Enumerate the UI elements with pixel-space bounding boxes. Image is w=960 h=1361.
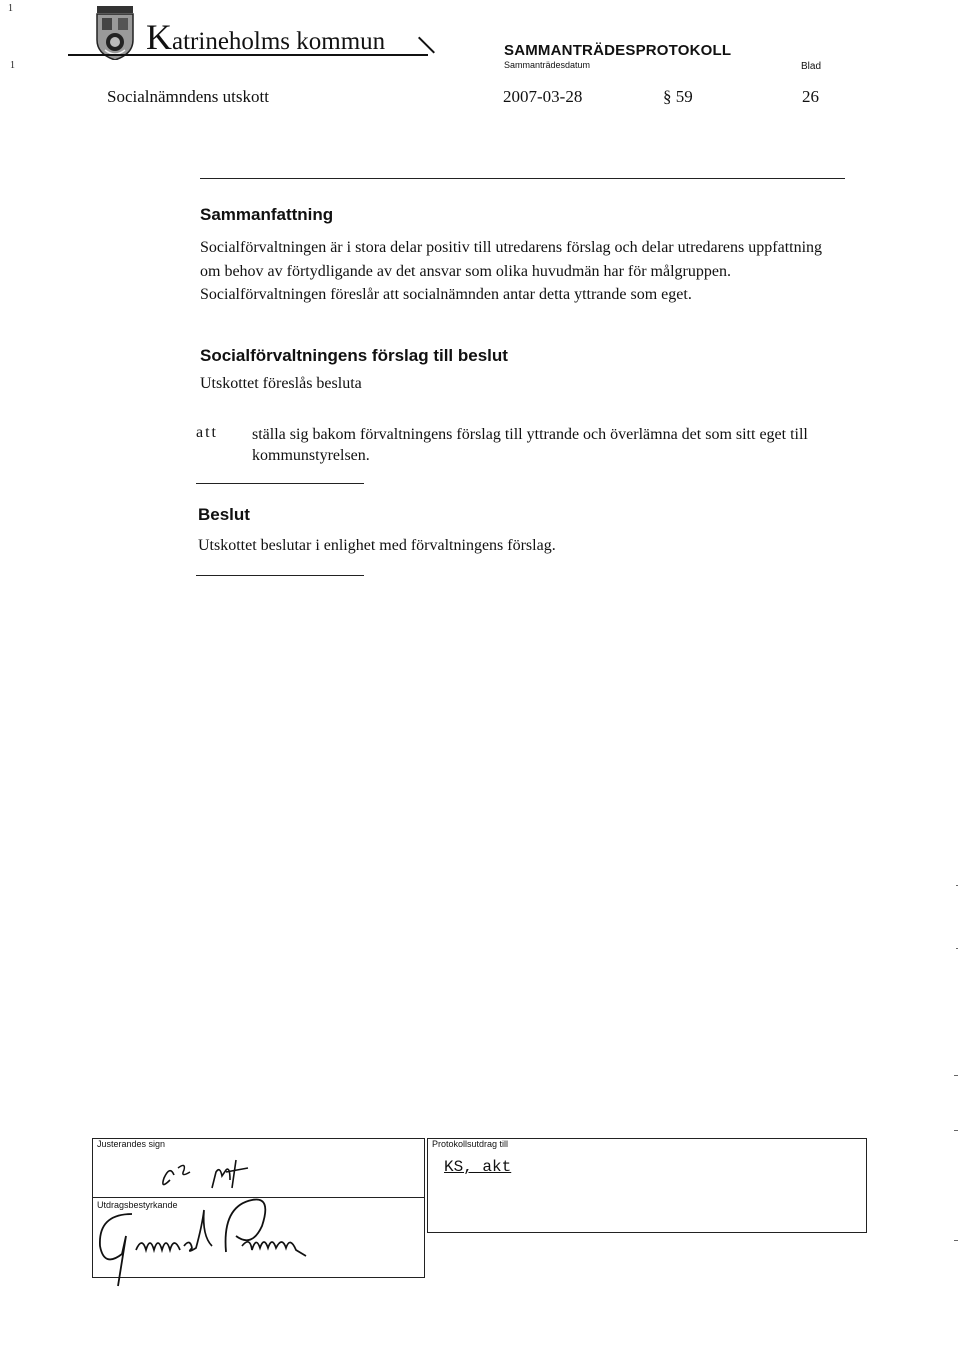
municipality-name-initial: K: [146, 17, 172, 57]
scan-mark: [954, 1240, 958, 1241]
att-clause-text: ställa sig bakom förvaltningens förslag till yttrande och överlämna det som sitt eget till kommunstyrelsen.: [252, 426, 808, 464]
summary-body: Socialförvaltningen är i stora delar positiv till utredarens förslag och delar utredarens uppfattning om behov av förtydligande av det ansvar som olika huvudmän har för målgruppen. Socialförvaltningen föreslår att socialnämnden antar detta yttrande som eget.: [200, 239, 823, 304]
page-caption: Blad: [801, 61, 822, 72]
proposal-divider: [196, 483, 364, 484]
margin-mark-second: 1: [10, 60, 15, 71]
margin-mark-top: 1: [8, 3, 13, 14]
att-label: att: [196, 424, 218, 441]
committee-name: Socialnämndens utskott: [107, 87, 269, 106]
header-divider: [200, 178, 845, 179]
scan-mark: [956, 885, 958, 886]
document-type-title: SAMMANTRÄDESPROTOKOLL: [504, 42, 732, 59]
proposal-heading: Socialförvaltningens förslag till beslut: [200, 346, 508, 365]
scan-mark: [954, 1075, 958, 1076]
protokollsutdrag-label: Protokollsutdrag till: [432, 1139, 509, 1149]
municipality-name: [146, 16, 385, 58]
paragraph-number: § 59: [663, 87, 693, 106]
logo-underline-tail: [418, 37, 435, 54]
proposal-intro: Utskottet föreslås besluta: [200, 375, 362, 392]
justerandes-sign-label: Justerandes sign: [97, 1139, 166, 1149]
page-number: 26: [802, 87, 819, 106]
scan-mark: [956, 948, 958, 949]
meeting-date-caption: Sammanträdesdatum: [504, 60, 591, 70]
decision-divider: [196, 575, 364, 576]
handwritten-signature: [92, 1196, 352, 1286]
scan-mark: [954, 1130, 958, 1131]
meeting-date: 2007-03-28: [503, 87, 583, 106]
utdragsbestyrkande-label: Utdragsbestyrkande: [97, 1200, 178, 1210]
protokollsutdrag-box: [427, 1138, 867, 1233]
municipality-name-rest: atrineholms kommun: [172, 28, 386, 55]
municipality-coat-of-arms-logo: [93, 6, 137, 60]
decision-heading: Beslut: [198, 505, 250, 524]
decision-text: Utskottet beslutar i enlighet med förvaltningens förslag.: [198, 537, 556, 554]
protokollsutdrag-value: KS, akt: [444, 1158, 512, 1176]
initials-signature: [150, 1150, 270, 1195]
summary-heading: Sammanfattning: [200, 205, 334, 224]
